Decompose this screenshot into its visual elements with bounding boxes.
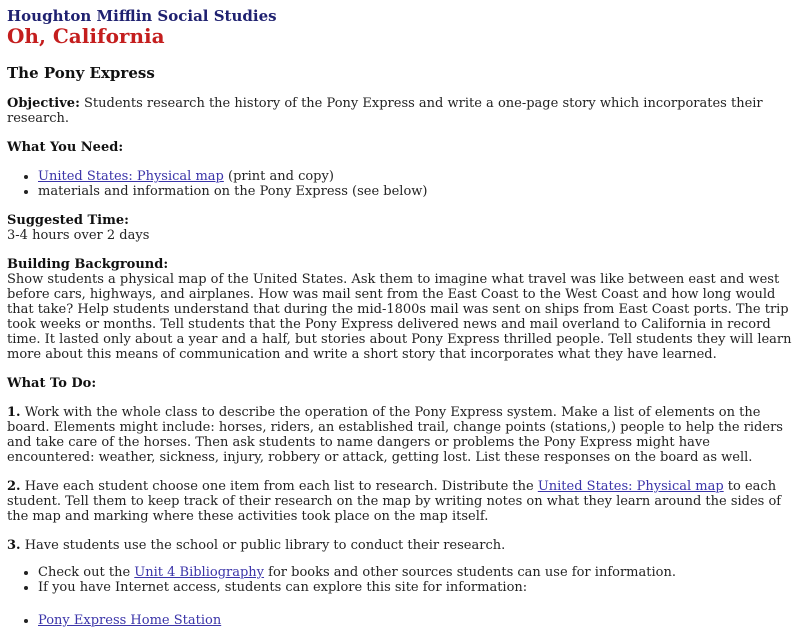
unit-4-bibliography-link[interactable]: Unit 4 Bibliography	[134, 565, 265, 580]
list-item	[38, 169, 793, 184]
list-item-text: (print and copy)	[223, 169, 334, 184]
list-item-text: for books and other sources students can use for information.	[264, 565, 676, 580]
list-item	[38, 184, 793, 199]
objective-paragraph	[7, 96, 793, 126]
list-item-text: Check out the	[38, 565, 135, 580]
what-you-need-section	[7, 140, 793, 199]
what-to-do-label: What To Do:	[7, 376, 97, 391]
step-2	[7, 479, 793, 524]
suggested-time-value: 3-4 hours over 2 days	[7, 228, 150, 243]
step-text: Work with the whole class to describe the operation of the Pony Express system. Make a list of elements on the board. Elements might include: horses, riders, an established trail, change points (stations,) people to help the riders and take care of the horses. Then ask students to name dangers or problems the Pony Express might have encountered: weather, sickness, injury, robbery or attack, getting lost. List these responses on the board as well.	[7, 405, 783, 465]
suggested-time-section	[7, 213, 793, 243]
objective-text: Students research the history of the Pony Express and write a one-page story which incorporates their research.	[7, 96, 763, 126]
publisher-brand: Houghton Mifflin Social Studies	[7, 7, 277, 25]
list-item	[38, 565, 793, 580]
step-text: Have students use the school or public library to conduct their research.	[20, 538, 506, 553]
objective-label: Objective:	[7, 96, 80, 111]
building-background-section	[7, 257, 793, 362]
step-number: 3.	[7, 538, 21, 553]
step-1	[7, 405, 793, 465]
step-number: 1.	[7, 405, 21, 420]
lesson-title: The Pony Express	[7, 64, 155, 82]
step-number: 2.	[7, 479, 21, 494]
what-to-do-section	[7, 376, 793, 628]
pony-express-home-station-link[interactable]: Pony Express Home Station	[38, 613, 222, 628]
step-text: to each student. Tell them to keep track of their research on the map by writing notes on what they learn around the sides of the map and marking where these activities took place on the map itself.	[7, 479, 782, 524]
building-background-text: Show students a physical map of the United States. Ask them to imagine what travel was like between east and west before cars, highways, and airplanes. How was mail sent from the East Coast to the West Coast and how long would that take? Help students understand that during the mid-1800s mail was sent on ships from East Coast ports. The trip took weeks or months. Tell students that the Pony Express delivered news and mail overland to California in record time. It lasted only about a year and a half, but stories about Pony Express thrilled people. Tell students they will learn more about this means of communication and write a short story that incorporates what they have learned.	[7, 272, 792, 362]
us-physical-map-link[interactable]: United States: Physical map	[537, 479, 724, 494]
unit-title: Oh, California	[7, 24, 165, 48]
list-item-text: If you have Internet access, students can explore this site for information:	[38, 580, 528, 595]
resources-list	[7, 565, 793, 595]
sites-list	[7, 613, 793, 628]
step-text: Have each student choose one item from each list to research. Distribute the	[20, 479, 538, 494]
list-item	[38, 613, 793, 628]
suggested-time-label: Suggested Time:	[7, 213, 129, 228]
us-physical-map-link[interactable]: United States: Physical map	[38, 169, 224, 184]
materials-list	[7, 169, 793, 199]
list-item	[38, 580, 793, 595]
list-item-text: materials and information on the Pony Express (see below)	[38, 184, 428, 199]
building-background-label: Building Background:	[7, 257, 169, 272]
what-you-need-label: What You Need:	[7, 140, 124, 155]
step-3	[7, 538, 793, 553]
